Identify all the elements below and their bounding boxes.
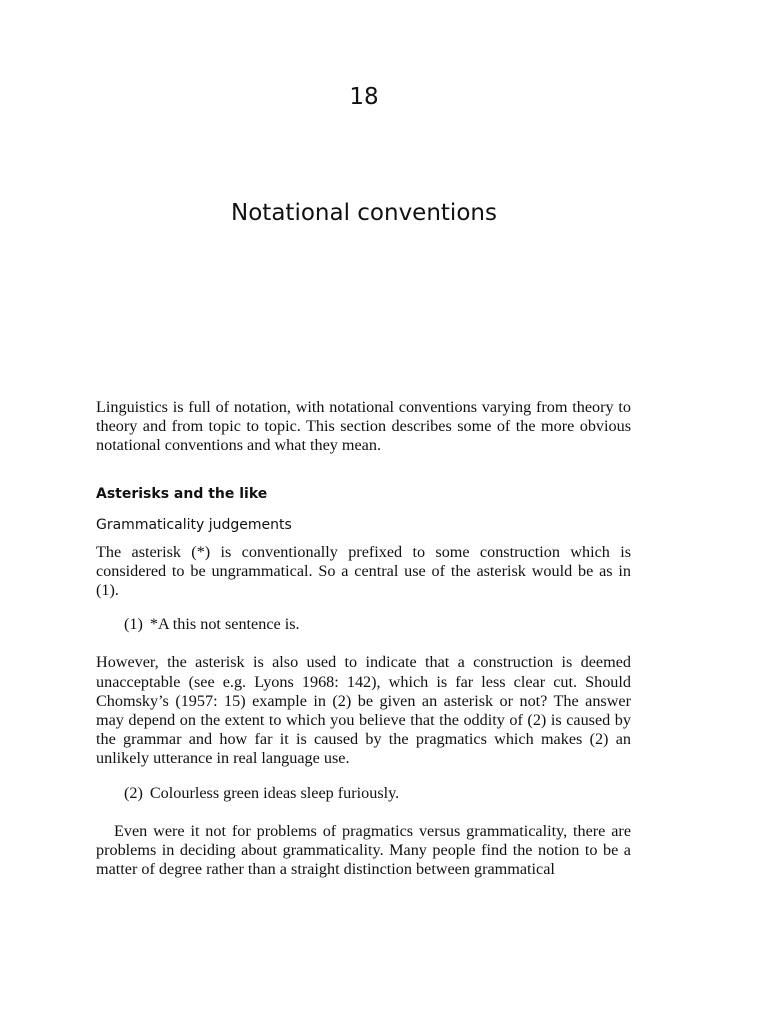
chapter-number: 18 <box>349 84 379 110</box>
body-text <box>96 398 631 879</box>
paragraph-grammaticality: Even were it not for problems of pragmatics versus grammaticality, there are problems in deciding about grammaticality. Many people find the notion to be a matter of degree rather than a straight distinction between grammatical <box>96 821 631 879</box>
example-number: (1) <box>124 615 143 634</box>
intro-paragraph: Linguistics is full of notation, with notational conventions varying from theory to theory and from topic to topic. This section describes some of the more obvious notational conventions and what they mean. <box>96 398 631 455</box>
example-1 <box>96 615 631 634</box>
paragraph-asterisk: The asterisk (*) is conventionally prefixed to some construction which is considered to be ungrammatical. So a central use of the asterisk would be as in (1). <box>96 542 631 600</box>
section-heading: Asterisks and the like <box>96 485 268 502</box>
example-number: (2) <box>124 783 143 802</box>
subsection-heading: Grammaticality judgements <box>96 516 292 533</box>
paragraph-acceptability: However, the asterisk is also used to indicate that a construction is deemed unacceptable (see e.g. Lyons 1968: 142), which is far less clear cut. Should Chomsky’s (1957: 15) example in (2) be given an asterisk or not? The answer may depend on the extent to which you believe that the oddity of (2) is caused by the grammar and how far it is caused by the pragmatics which makes (2) an unlikely utterance in real language use. <box>96 653 631 768</box>
chapter-title: Notational conventions <box>231 200 497 226</box>
example-2 <box>96 784 631 803</box>
example-text: *A this not sentence is. <box>149 615 300 634</box>
example-text: Colourless green ideas sleep furiously. <box>149 783 400 802</box>
